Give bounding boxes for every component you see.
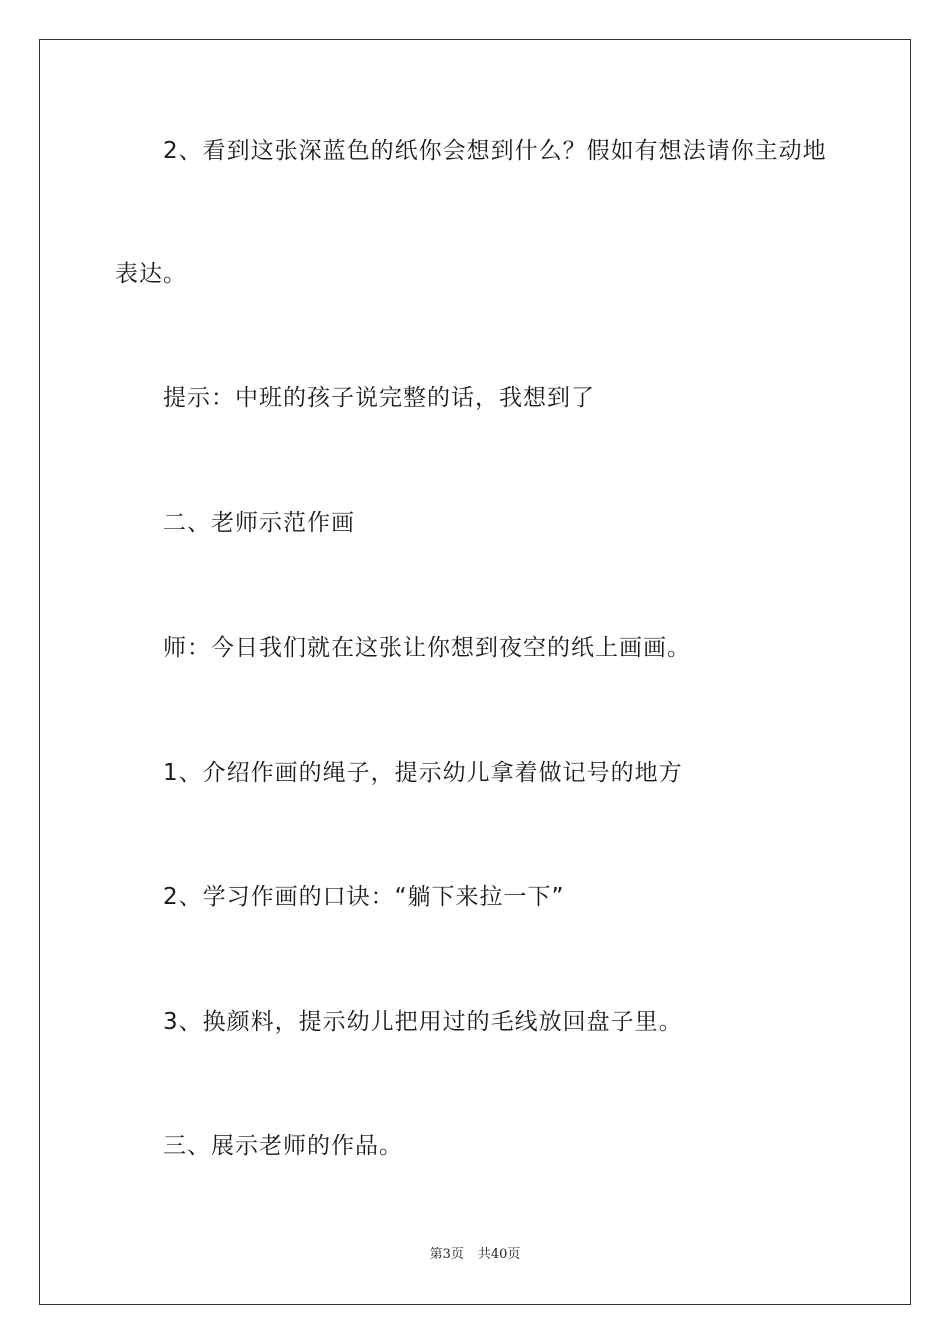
page-frame: [39, 39, 911, 1305]
paragraph-line: 提示：中班的孩子说完整的话，我想到了: [163, 385, 595, 411]
paragraph-line: 1、介绍作画的绳子，提示幼儿拿着做记号的地方: [163, 760, 683, 786]
page-number-current: 第3页: [429, 1247, 464, 1262]
paragraph-line: 表达。: [115, 261, 187, 287]
page-number-total: 共40页: [477, 1247, 521, 1262]
paragraph-line: 2、学习作画的口诀：“躺下来拉一下”: [163, 884, 565, 910]
paragraph-line: 师：今日我们就在这张让你想到夜空的纸上画画。: [163, 635, 691, 661]
paragraph-line: 3、换颜料，提示幼儿把用过的毛线放回盘子里。: [163, 1009, 683, 1035]
section-heading: 二、老师示范作画: [163, 510, 355, 536]
section-heading: 三、展示老师的作品。: [163, 1133, 403, 1159]
page-footer: [0, 1246, 950, 1264]
paragraph-line: 2、看到这张深蓝色的纸你会想到什么？假如有想法请你主动地: [163, 138, 827, 164]
